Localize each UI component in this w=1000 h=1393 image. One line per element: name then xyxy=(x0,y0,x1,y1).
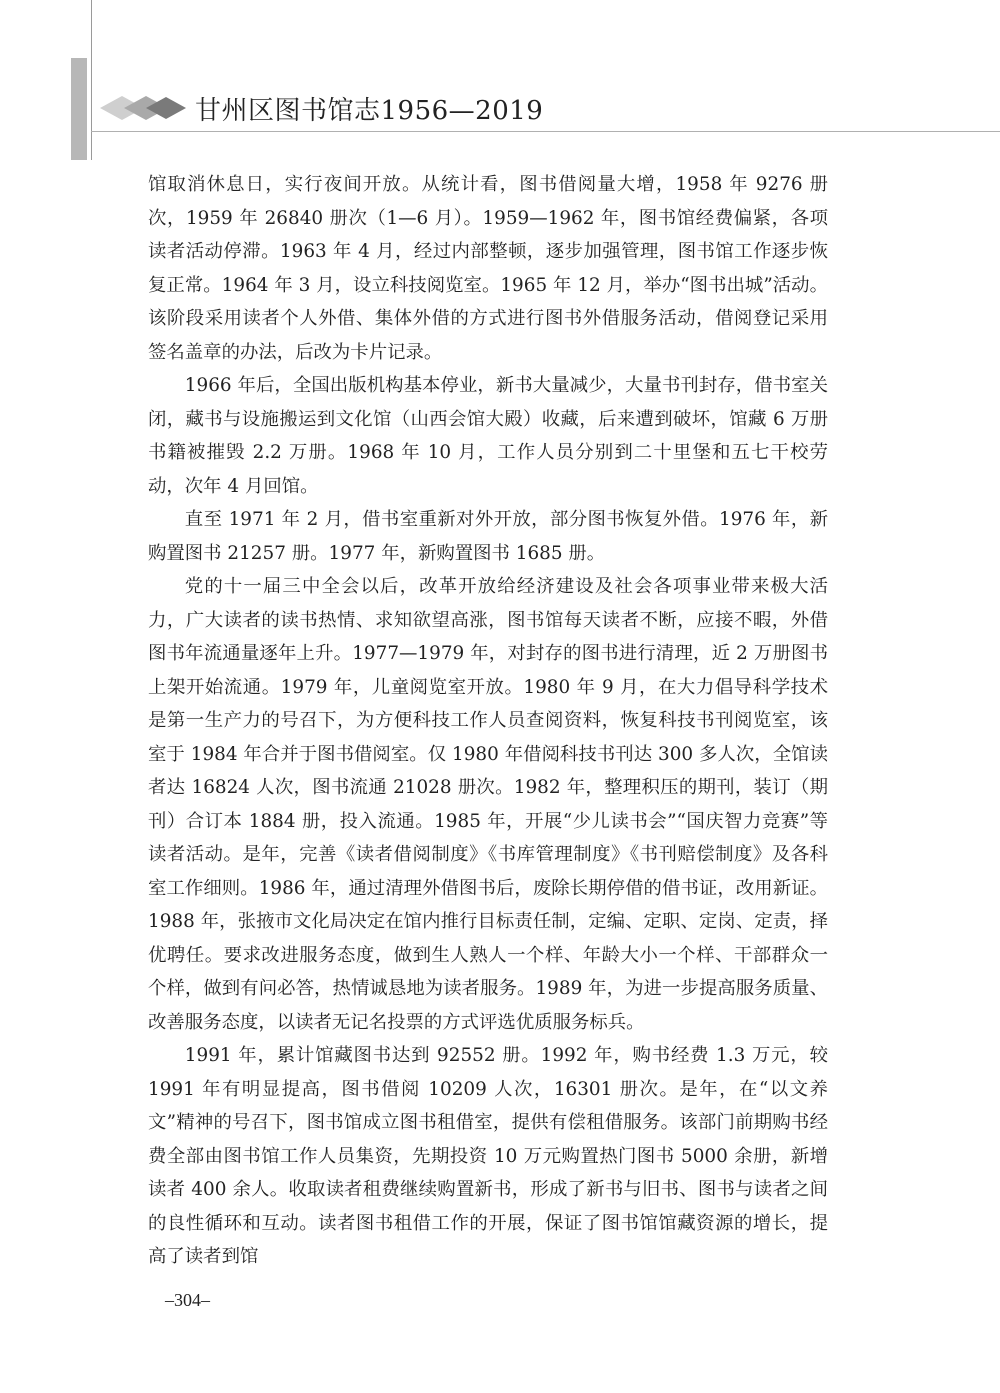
paragraph: 1991 年，累计馆藏图书达到 92552 册。1992 年，购书经费 1.3 万元，较 1991 年有明显提高，图书借阅 10209 人次，16301 册次。是年，在“以文养文”精神的号召下，图书馆成立图书租借室，提供有偿租借服务。该部门前期购书经费全部由图书馆工作人员集资，先期投资 10 万元购置热门图书 5000 余册，新增读者 400 余人。收取读者租费继续购置新书，形成了新书与旧书、图书与读者之间的良性循环和互动。读者图书租借工作的开展，保证了图书馆馆藏资源的增长，提高了读者到馆 xyxy=(148,1045,828,1267)
page-number: –304– xyxy=(165,1290,210,1310)
body-text xyxy=(148,168,828,1274)
header-horizontal-rule xyxy=(91,131,1000,132)
header-vertical-rule xyxy=(91,0,92,160)
running-header-title: 甘州区图书馆志1956—2019 xyxy=(195,96,544,126)
paragraph: 直至 1971 年 2 月，借书室重新对外开放，部分图书恢复外借。1976 年，新购置图书 21257 册。1977 年，新购置图书 1685 册。 xyxy=(148,509,828,564)
paragraph: 1966 年后，全国出版机构基本停业，新书大量减少，大量书刊封存，借书室关闭，藏书与设施搬运到文化馆（山西会馆大殿）收藏，后来遭到破坏，馆藏 6 万册书籍被摧毁 2.2 万册。1968 年 10 月，工作人员分别到二十里堡和五七干校劳动，次年 4 月回馆。 xyxy=(148,375,828,497)
paragraph: 党的十一届三中全会以后，改革开放给经济建设及社会各项事业带来极大活力，广大读者的读书热情、求知欲望高涨，图书馆每天读者不断，应接不暇，外借图书年流通量逐年上升。1977—1979 年，对封存的图书进行清理，近 2 万册图书上架开始流通。1979 年，儿童阅览室开放。1980 年 9 月，在大力倡导科学技术是第一生产力的号召下，为方便科技工作人员查阅资料，恢复科技书刊阅览室，该室于 1984 年合并于图书借阅室。仅 1980 年借阅科技书刊达 300 多人次，全馆读者达 16824 人次，图书流通 21028 册次。1982 年，整理积压的期刊，装订（期刊）合订本 1884 册，投入流通。1985 年，开展“少儿读书会”“国庆智力竞赛”等读者活动。是年，完善《读者借阅制度》《书库管理制度》《书刊赔偿制度》及各科室工作细则。1986 年，通过清理外借图书后，废除长期停借的借书证，改用新证。1988 年，张掖市文化局决定在馆内推行目标责任制，定编、定职、定岗、定责，择优聘任。要求改进服务态度，做到生人熟人一个样、年龄大小一个样、干部群众一个样，做到有问必答，热情诚恳地为读者服务。1989 年，为进一步提高服务质量、改善服务态度，以读者无记名投票的方式评选优质服务标兵。 xyxy=(148,576,828,1033)
header-gray-bar xyxy=(71,58,87,160)
paragraph-continued: 馆取消休息日，实行夜间开放。从统计看，图书借阅量大增，1958 年 9276 册次，1959 年 26840 册次（1—6 月）。1959—1962 年，图书馆经费偏紧，各项读者活动停滞。1963 年 4 月，经过内部整顿，逐步加强管理，图书馆工作逐步恢复正常。1964 年 3 月，设立科技阅览室。1965 年 12 月，举办“图书出城”活动。该阶段采用读者个人外借、集体外借的方式进行图书外借服务活动，借阅登记采用签名盖章的办法，后改为卡片记录。 xyxy=(148,174,828,363)
header-diamond-ornament xyxy=(100,92,190,124)
